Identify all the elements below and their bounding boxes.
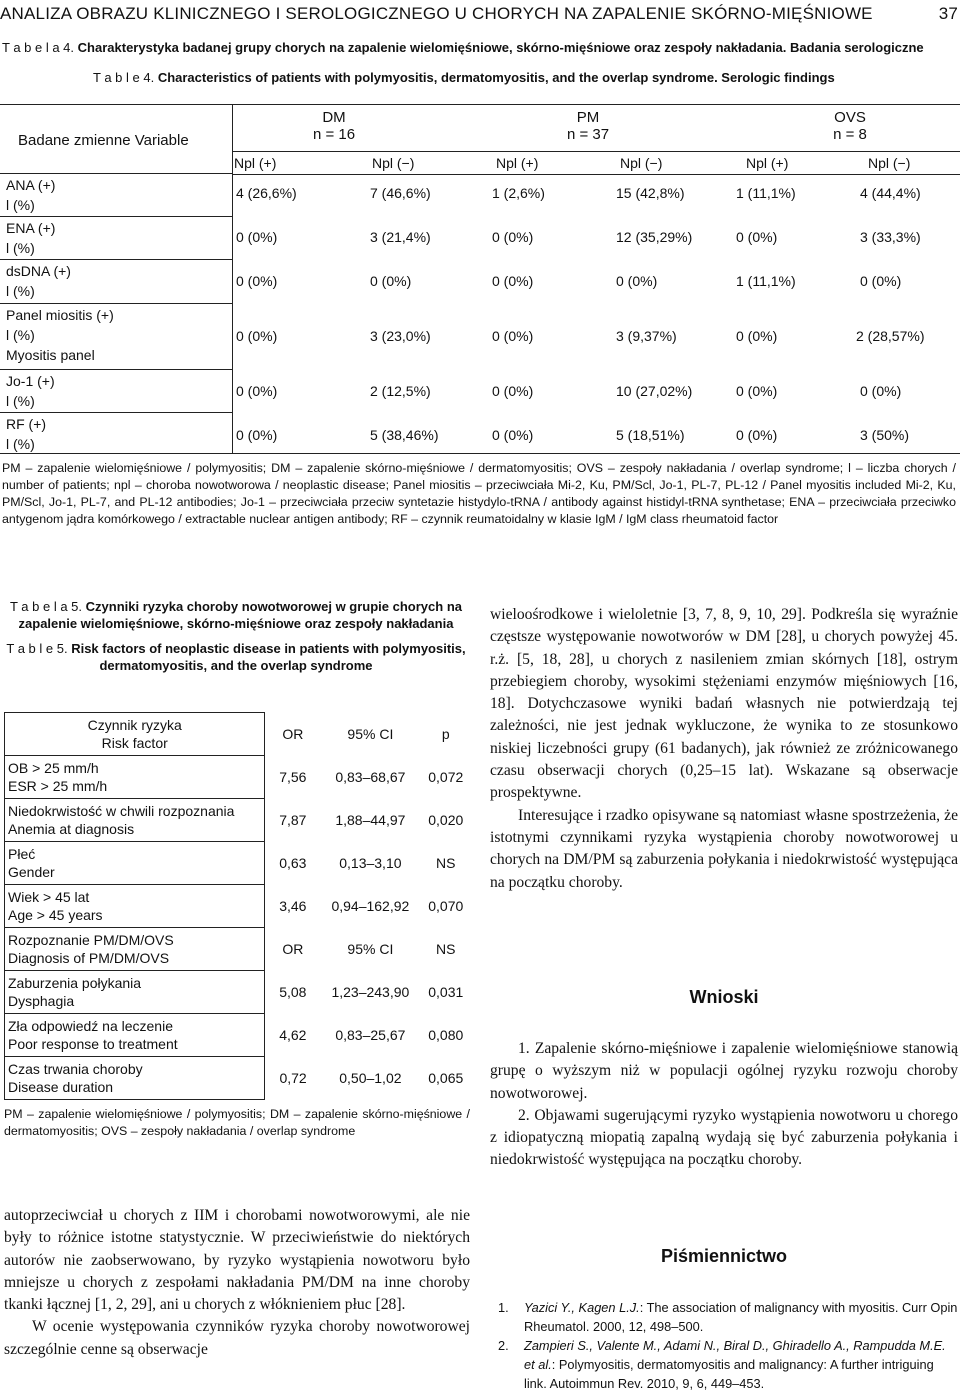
running-title: ANALIZA OBRAZU KLINICZNEGO I SEROLOGICZNEGO U CHORYCH NA ZAPALENIE SKÓRNO-MIĘŚNIOWE	[0, 4, 873, 23]
paragraph: autoprzeciwciał u chorych z IIM i chorobami nowotworowymi, ale nie były to różnice istotne statystycznie. W przeciwieństwie do niektórych autorów nie zaobserwowano, by ryzyko wystąpienia nowotworu było mniejsze u chorych z zespołami nakładania PM/DM na inne choroby tkanki łącznej [1, 2, 29], ani u chorych z włóknieniem płuc [28].	[4, 1207, 470, 1314]
group-pm: PM n = 37	[566, 109, 610, 143]
row-divider	[0, 259, 232, 260]
paragraph: Interesujące i rzadko opisywane są natomiast własne spostrzeżenia, że istotnymi czynnikami ryzyka wystąpienia choroby nowotworowej u chorych na DM/PM są zaburzenia połykania i niedokrwistość występująca na początku choroby.	[490, 806, 958, 891]
table5-row: Płeć Gender 0,63 0,13–3,10 NS	[5, 842, 472, 885]
table4-row-label: dsDNA (+) l (%)	[6, 263, 71, 299]
table4-row-label: Jo-1 (+) l (%)	[6, 373, 55, 409]
subheader-pm-neg: Npl (−)	[620, 155, 663, 171]
table4-variable-header-cell	[0, 105, 233, 174]
conclusion-item: 1. Zapalenie skórno-mięśniowe i zapalenie wielomięśniowe stanowią grupę o wyższym niż w populacji ogólnej ryzyku rozwoju choroby nowotworowej.	[490, 1040, 958, 1102]
group-dm: DM n = 16	[312, 109, 356, 143]
subheader-ovs-pos: Npl (+)	[746, 155, 789, 171]
group-ovs: OVS n = 8	[833, 109, 867, 143]
running-header	[0, 4, 960, 24]
table4-caption-en: T a b l e 4. Characteristics of patients with polymyositis, dermatomyositis, and the overlap syndrome. Serologic findings	[93, 70, 835, 85]
subheader-dm-pos: Npl (+)	[234, 155, 277, 171]
table4-body: ANA (+) l (%) ENA (+) l (%) dsDNA (+) l (%) Panel miositis (+) l (%) Myositis panel Jo-1 (+) l (%) RF (+) l (%) 4 (26,6%) 7 (46,6%) 1 (2,6%) 15 (42,8%) 1 (11,1%) 4 (44,4%) 0 (0%) 3 (21,4%) 0 (0%) 12 (35,29%) 0 (0%) 3 (33,3%) 0 (0%) 0 (0%) 0 (0%) 0 (0%) 1 (11,1%) 0 (0%) 0 (0%) 3 (23,0%) 0 (0%) 3 (9,37%) 0 (0%) 2 (28,57%) 0 (0%) 2 (12,5%) 0 (0%) 10 (27,02%) 0 (0%) 0 (0%) 0 (0%) 5 (38,46%) 0 (0%) 5 (18,51%) 0 (0%) 3 (50%)	[0, 173, 960, 453]
table5-row: Czas trwania choroby Disease duration 0,72 0,50–1,02 0,065	[5, 1057, 472, 1100]
table5-row: Niedokrwistość w chwili rozpoznania Anemia at diagnosis 7,87 1,88–44,97 0,020	[5, 799, 472, 842]
table4-subheaders	[232, 151, 960, 175]
table5-grid	[4, 712, 472, 1100]
table5-row: Zła odpowiedź na leczenie Poor response to treatment 4,62 0,83–25,67 0,080	[5, 1014, 472, 1057]
row-divider	[0, 412, 232, 413]
table5-row: OB > 25 mm/h ESR > 25 mm/h 7,56 0,83–68,67 0,072	[5, 756, 472, 799]
reference-item: 1. Yazici Y., Kagen L.J.: The association of malignancy with myositis. Curr Opin Rheumatol. 2000, 12, 498–500.	[498, 1300, 958, 1334]
table5-footnote: PM – zapalenie wielomięśniowe / polymyositis; DM – zapalenie skórno-mięśniowe / dermatomyositis; OVS – zespoły nakładania / overlap syndrome	[4, 1107, 470, 1138]
right-column-text	[490, 604, 958, 894]
subheader-dm-neg: Npl (−)	[372, 155, 415, 171]
table4-group-headers	[232, 105, 960, 151]
page-number: 37	[938, 4, 958, 23]
table4	[0, 104, 960, 454]
table4-row-label: ANA (+) l (%)	[6, 177, 56, 213]
row-divider	[0, 303, 232, 304]
paragraph: wieloośrodkowe i wieloletnie [3, 7, 8, 9, 10, 29]. Podkreśla się wyraźnie częstsze występowanie nowotworów w DM [28], u chorych powyżej 45. r.ż. [5, 18, 28], u chorych z nasileniem zmian skórnych [18], ostrym przebiegiem choroby, wysokimi stężeniami enzymów mięśniowych [16, 18]. Dotychczasowe wyniki badań własnych nie potwierdzają tej zależności, nie jest jednak wykluczone, że wynika to ze stosunkowo niskiej liczebności grupy (61 badanych), jak również ze zróżnicowanego czasu obserwacji chorych (0,25–15 lat). Wskazane są obserwacje prospektywne.	[490, 606, 958, 802]
table4-row-label: ENA (+) l (%)	[6, 220, 56, 256]
conclusions	[490, 1038, 958, 1172]
conclusion-item: 2. Objawami sugerującymi ryzyko wystąpienia nowotworu u chorego z idiopatyczną miopatią zapalną wydają się być zaburzenia połykania i niedokrwistość występująca na początku choroby.	[490, 1106, 958, 1169]
table5-caption	[4, 598, 468, 674]
table5-caption-en: T a b l e 5. Risk factors of neoplastic disease in patients with polymyositis, dermatomyositis, and the overlap syndrome	[6, 641, 466, 673]
references-heading: Piśmiennictwo	[660, 1246, 788, 1266]
table5-row: Rozpoznanie PM/DM/OVS Diagnosis of PM/DM/OVS OR 95% CI NS	[5, 928, 472, 971]
row-divider	[0, 369, 232, 370]
table4-row-label: RF (+) l (%)	[6, 416, 47, 452]
table4-caption-pl: T a b e l a 4. Charakterystyka badanej grupy chorych na zapalenie wielomięśniowe, skórno-mięśniowe oraz zespoły nakładania. Badania serologiczne	[2, 40, 924, 55]
table4-row-label: Panel miositis (+) l (%) Myositis panel	[6, 307, 114, 363]
reference-item: 2. Zampieri S., Valente M., Adami N., Biral D., Ghiradello A., Rampudda M.E. et al.: Polymyositis, dermatomyositis and malignancy: A further intriguing link. Autoimmun Rev. 2010, 9, 6, 449–453.	[498, 1338, 946, 1391]
table5-row: Wiek > 45 lat Age > 45 years 3,46 0,94–162,92 0,070	[5, 885, 472, 928]
table5-caption-pl: T a b e l a 5. Czynniki ryzyka choroby nowotworowej w grupie chorych na zapalenie wielomięśniowe, skórno-mięśniowe oraz zespoły nakładania	[9, 599, 462, 631]
table5	[4, 712, 472, 1100]
table4-footnote: PM – zapalenie wielomięśniowe / polymyositis; DM – zapalenie skórno-mięśniowe / dermatomyositis; OVS – zespoły nakładania / overlap syndrome; l – liczba chorych / number of patients; npl – choroba nowotworowa / neoplastic disease; Panel miositis – przeciwciała Mi-2, Ku, PM/Scl, Jo-1, PL-7, PL-12 / Panel myositis included Mi-2, Ku, PM/Scl, Jo-1, PL-7, and PL-12 antibodies; Jo-1 – przeciwciała przeciw syntetazie histydylo-tRNA / antibody against histidyl-tRNA synthetase; ENA – przeciwciała przeciwko antygenom jądra komórkowego / extractable nuclear antigen antibody; RF – czynnik reumatoidalny w klasie IgM / IgM class rheumatoid factor	[2, 461, 956, 526]
subheader-pm-pos: Npl (+)	[496, 155, 539, 171]
subheader-ovs-neg: Npl (−)	[868, 155, 911, 171]
references-list	[498, 1298, 958, 1393]
paragraph: W ocenie występowania czynników ryzyka choroby nowotworowej szczególnie cenne są obserwacje	[4, 1318, 470, 1358]
table5-header-row: Czynnik ryzyka Risk factor OR 95% CI p	[5, 713, 472, 756]
table5-row: Zaburzenia połykania Dysphagia 5,08 1,23–243,90 0,031	[5, 971, 472, 1014]
conclusions-heading: Wnioski	[689, 987, 759, 1007]
left-column-text	[4, 1205, 470, 1361]
row-divider	[0, 216, 232, 217]
table4-variable-header: Badane zmienne Variable	[18, 132, 189, 149]
